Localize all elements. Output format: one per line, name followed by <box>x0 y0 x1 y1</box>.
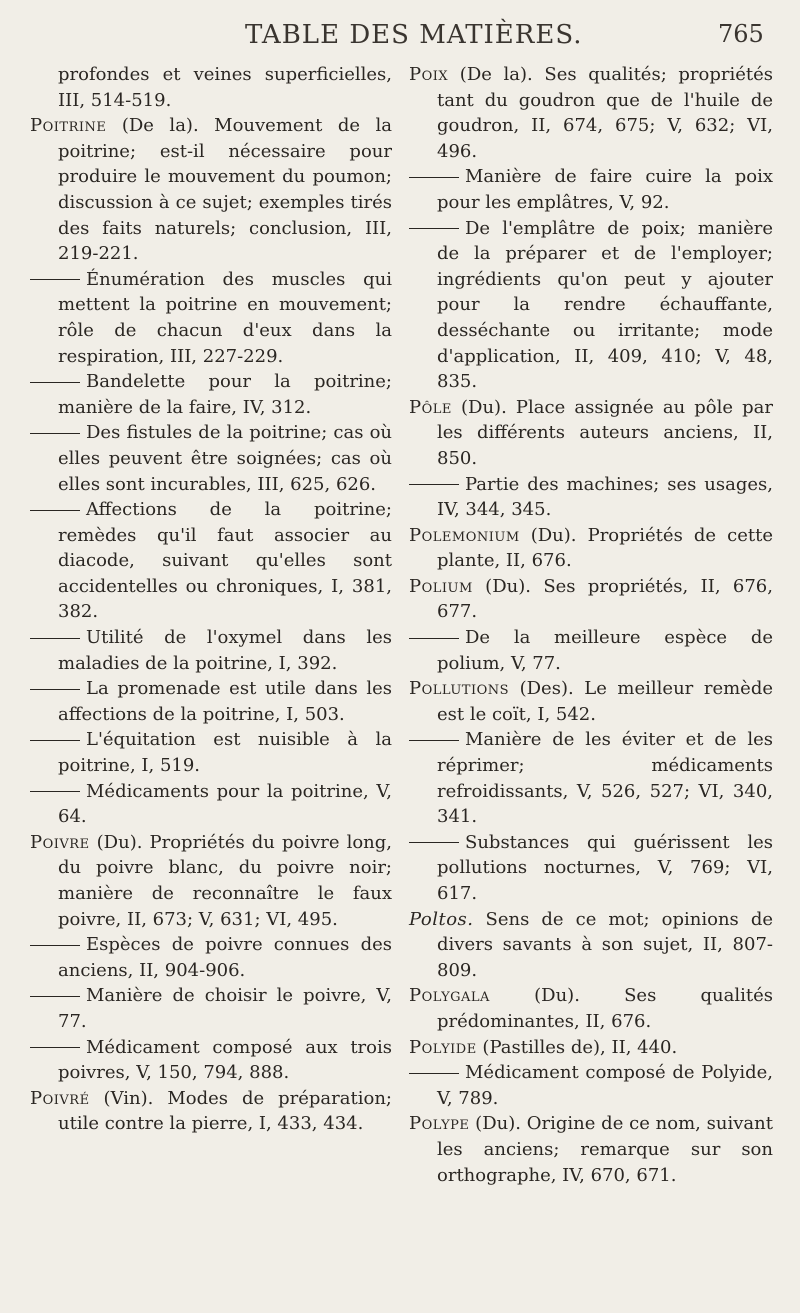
entry-text: (Pastilles de), II, 440. <box>476 1036 678 1058</box>
ditto-dash <box>30 689 80 690</box>
entry-headword: Polium <box>409 575 473 597</box>
ditto-dash <box>30 945 80 946</box>
entry-text: La promenade est utile dans les affections de la poitrine, I, 503. <box>58 678 392 725</box>
entry-text: Des fistules de la poitrine; cas où elles peuvent être soignées; cas où elles sont incurables, III, 625, 626. <box>58 422 392 495</box>
entry-text: Affections de la poitrine; remèdes qu'il faut associer au diacode, suivant qu'elles sont accidentelles ou chroniques, I, 381, 382. <box>58 499 392 623</box>
entry-text: Manière de les éviter et de les réprimer; médicaments refroidissants, V, 526, 527; VI, 340, 341. <box>437 729 773 828</box>
entry-text: Manière de faire cuire la poix pour les emplâtres, V, 92. <box>437 166 773 213</box>
entry-text: Utilité de l'oxymel dans les maladies de la poitrine, I, 392. <box>58 627 392 674</box>
entry-text: (Du). Place assignée au pôle par les différents auteurs anciens, II, 850. <box>437 396 773 469</box>
ditto-dash <box>409 228 459 229</box>
index-entry <box>409 523 773 574</box>
entry-text: Sens de ce mot; opinions de divers savants à son sujet, II, 807-809. <box>437 908 773 981</box>
index-subentry <box>30 497 392 625</box>
index-subentry <box>30 983 392 1034</box>
entry-text: Médicament composé aux trois poivres, V, 150, 794, 888. <box>58 1036 392 1084</box>
ditto-dash <box>30 433 80 434</box>
entry-headword: Pôle <box>409 396 452 418</box>
entry-text: De la meilleure espèce de polium, V, 77. <box>437 627 773 674</box>
entry-text: Médicament composé de Polyide, V, 789. <box>437 1062 773 1109</box>
ditto-dash <box>409 1073 459 1074</box>
index-subentry <box>409 216 773 395</box>
entry-text: De l'emplâtre de poix; manière de la préparer et de l'employer; ingrédients qu'on peut y ajouter pour la rendre échauffante, desséchante ou irritante; mode d'application, II, 409, 410; V, 48, 835. <box>437 217 773 393</box>
entry-text: Manière de choisir le poivre, V, 77. <box>58 985 392 1032</box>
entry-headword: Poix <box>409 64 449 85</box>
index-subentry <box>409 164 773 215</box>
entry-headword: Polemonium <box>409 524 520 546</box>
index-entry <box>409 574 773 625</box>
entry-text: (Du). Ses qualités prédominantes, II, 676. <box>437 985 773 1032</box>
ditto-dash <box>30 1047 80 1048</box>
entry-text: Substances qui guérissent les pollutions nocturnes, V, 769; VI, 617. <box>437 831 773 904</box>
index-entry <box>409 395 773 472</box>
index-entry <box>30 62 392 113</box>
ditto-dash <box>30 996 80 997</box>
ditto-dash <box>30 382 80 383</box>
index-subentry <box>30 932 392 983</box>
ditto-dash <box>409 177 459 178</box>
ditto-dash <box>409 484 459 485</box>
index-entry <box>409 983 773 1034</box>
index-entry <box>409 1035 773 1061</box>
entry-headword: Poitrine <box>30 115 107 137</box>
page-header <box>0 20 800 54</box>
ditto-dash <box>30 740 80 741</box>
ditto-dash <box>409 740 459 741</box>
index-subentry <box>30 625 392 676</box>
entry-text: (Des). Le meilleur remède est le coït, I, 542. <box>437 678 773 725</box>
ditto-dash <box>409 638 459 639</box>
entry-text: Espèces de poivre connues des anciens, II, 904-906. <box>58 934 392 981</box>
entry-headword: Polype <box>409 1113 470 1135</box>
left-column <box>30 62 392 1137</box>
index-subentry <box>30 676 392 727</box>
entry-headword: Polyide <box>409 1036 477 1058</box>
index-subentry <box>409 1060 773 1111</box>
entry-text: (Du). Origine de ce nom, suivant les anciens; remarque sur son orthographe, IV, 670, 671. <box>437 1113 773 1186</box>
index-entry <box>409 676 773 727</box>
index-subentry <box>30 727 392 778</box>
index-entry <box>409 1111 773 1188</box>
entry-text: L'équitation est nuisible à la poitrine, I, 519. <box>58 729 392 777</box>
page-number: 765 <box>718 20 764 48</box>
entry-text: (Du). Ses propriétés, II, 676, 677. <box>437 575 773 623</box>
entry-headword: Poltos. <box>409 908 474 930</box>
entry-text: Partie des machines; ses usages, IV, 344, 345. <box>437 473 773 521</box>
ditto-dash <box>30 791 80 792</box>
index-subentry <box>30 267 392 369</box>
entry-text: Médicaments pour la poitrine, V, 64. <box>58 780 392 828</box>
index-subentry <box>409 830 773 907</box>
index-subentry <box>409 472 773 523</box>
entry-text: Énumération des muscles qui mettent la poitrine en mouvement; rôle de chacun d'eux dans la respiration, III, 227-229. <box>58 268 392 367</box>
entry-text: (Vin). Modes de préparation; utile contre la pierre, I, 433, 434. <box>58 1087 392 1135</box>
entry-text: (Du). Propriétés du poivre long, du poivre blanc, du poivre noir; manière de reconnaître le faux poivre, II, 673; V, 631; VI, 495. <box>58 831 392 930</box>
entry-text: profondes et veines superficielles, III, 514-519. <box>58 64 392 111</box>
index-entry <box>30 113 392 267</box>
index-subentry <box>30 1035 392 1086</box>
right-column <box>409 62 773 1188</box>
index-subentry <box>30 779 392 830</box>
ditto-dash <box>30 510 80 511</box>
entry-text: (De la). Mouvement de la poitrine; est-il nécessaire pour produire le mouvement du poumon; discussion à ce sujet; exemples tirés des faits naturels; conclusion, III, 219-221. <box>58 115 392 265</box>
index-entry <box>30 830 392 932</box>
page-title: TABLE DES MATIÈRES. <box>245 20 583 50</box>
ditto-dash <box>30 638 80 639</box>
ditto-dash <box>409 842 459 843</box>
entry-headword: Pollutions <box>409 678 510 700</box>
entry-headword: Poivré <box>30 1087 90 1109</box>
ditto-dash <box>30 279 80 280</box>
entry-text: (De la). Ses qualités; propriétés tant du goudron que de l'huile de goudron, II, 674, 675; V, 632; VI, 496. <box>437 64 773 162</box>
index-subentry <box>409 727 773 829</box>
index-entry <box>30 1086 392 1137</box>
entry-text: (Du). Propriétés de cette plante, II, 676. <box>437 524 773 572</box>
index-subentry <box>409 625 773 676</box>
entry-headword: Polygala <box>409 985 490 1007</box>
index-entry <box>409 62 773 164</box>
index-subentry <box>30 369 392 420</box>
index-subentry <box>30 420 392 497</box>
entry-text: Bandelette pour la poitrine; manière de la faire, IV, 312. <box>58 371 392 418</box>
entry-headword: Poivre <box>30 831 90 853</box>
index-entry <box>409 907 773 984</box>
